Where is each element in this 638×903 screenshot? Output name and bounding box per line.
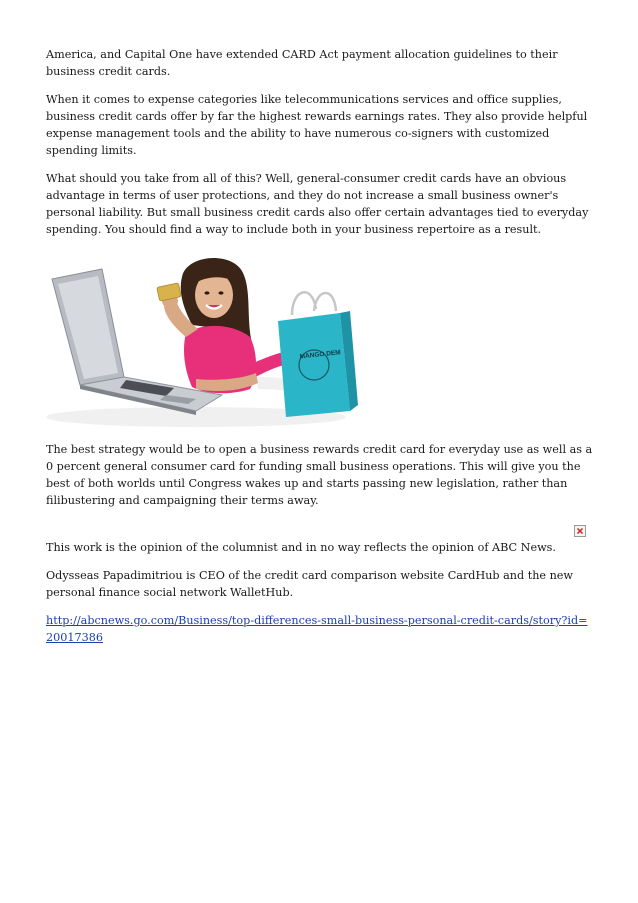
source-link[interactable]: http://abcnews.go.com/Business/top-differences-small-business-personal-credit-cards/story?id=20017386 (46, 614, 588, 644)
article-body (46, 46, 594, 657)
paragraph-expense-categories: When it comes to expense categories like telecommunications services and office supplies, business credit cards offer by far the highest rewards earnings rates. They also provide helpful expense management tools and the ability to have numerous co-signers with customized spending limits. (46, 93, 588, 157)
paragraph-best-strategy: The best strategy would be to open a business rewards credit card for everyday use as well as a 0 percent general consumer card for funding small business operations. This will give you the best of both worlds until Congress wakes up and starts passing new legislation, rather than filibustering and campaigning their terms away. (46, 443, 593, 507)
article-photo (46, 249, 364, 431)
paragraph-author-bio: Odysseas Papadimitriou is CEO of the credit card comparison website CardHub and the new personal finance social network WalletHub. (46, 569, 574, 599)
embedded-image-placeholder (46, 521, 594, 539)
paragraph-card-act: America, and Capital One have extended CARD Act payment allocation guidelines to their business credit cards. (46, 48, 558, 78)
bag-logo-text: MANGO DEM (299, 349, 342, 361)
source-link-paragraph (46, 612, 594, 646)
shopping-bag-illustration (278, 292, 358, 417)
paragraph-takeaway: What should you take from all of this? Well, general-consumer credit cards have an obvious advantage in terms of user protections, and they do not increase a small business owner's personal liability. But small business credit cards also offer certain advantages tied to everyday spending. You should find a way to include both in your business repertoire as a result. (46, 172, 589, 236)
broken-image-icon (574, 525, 586, 537)
paragraph-disclaimer: This work is the opinion of the columnist and in no way reflects the opinion of ABC News. (46, 541, 556, 554)
